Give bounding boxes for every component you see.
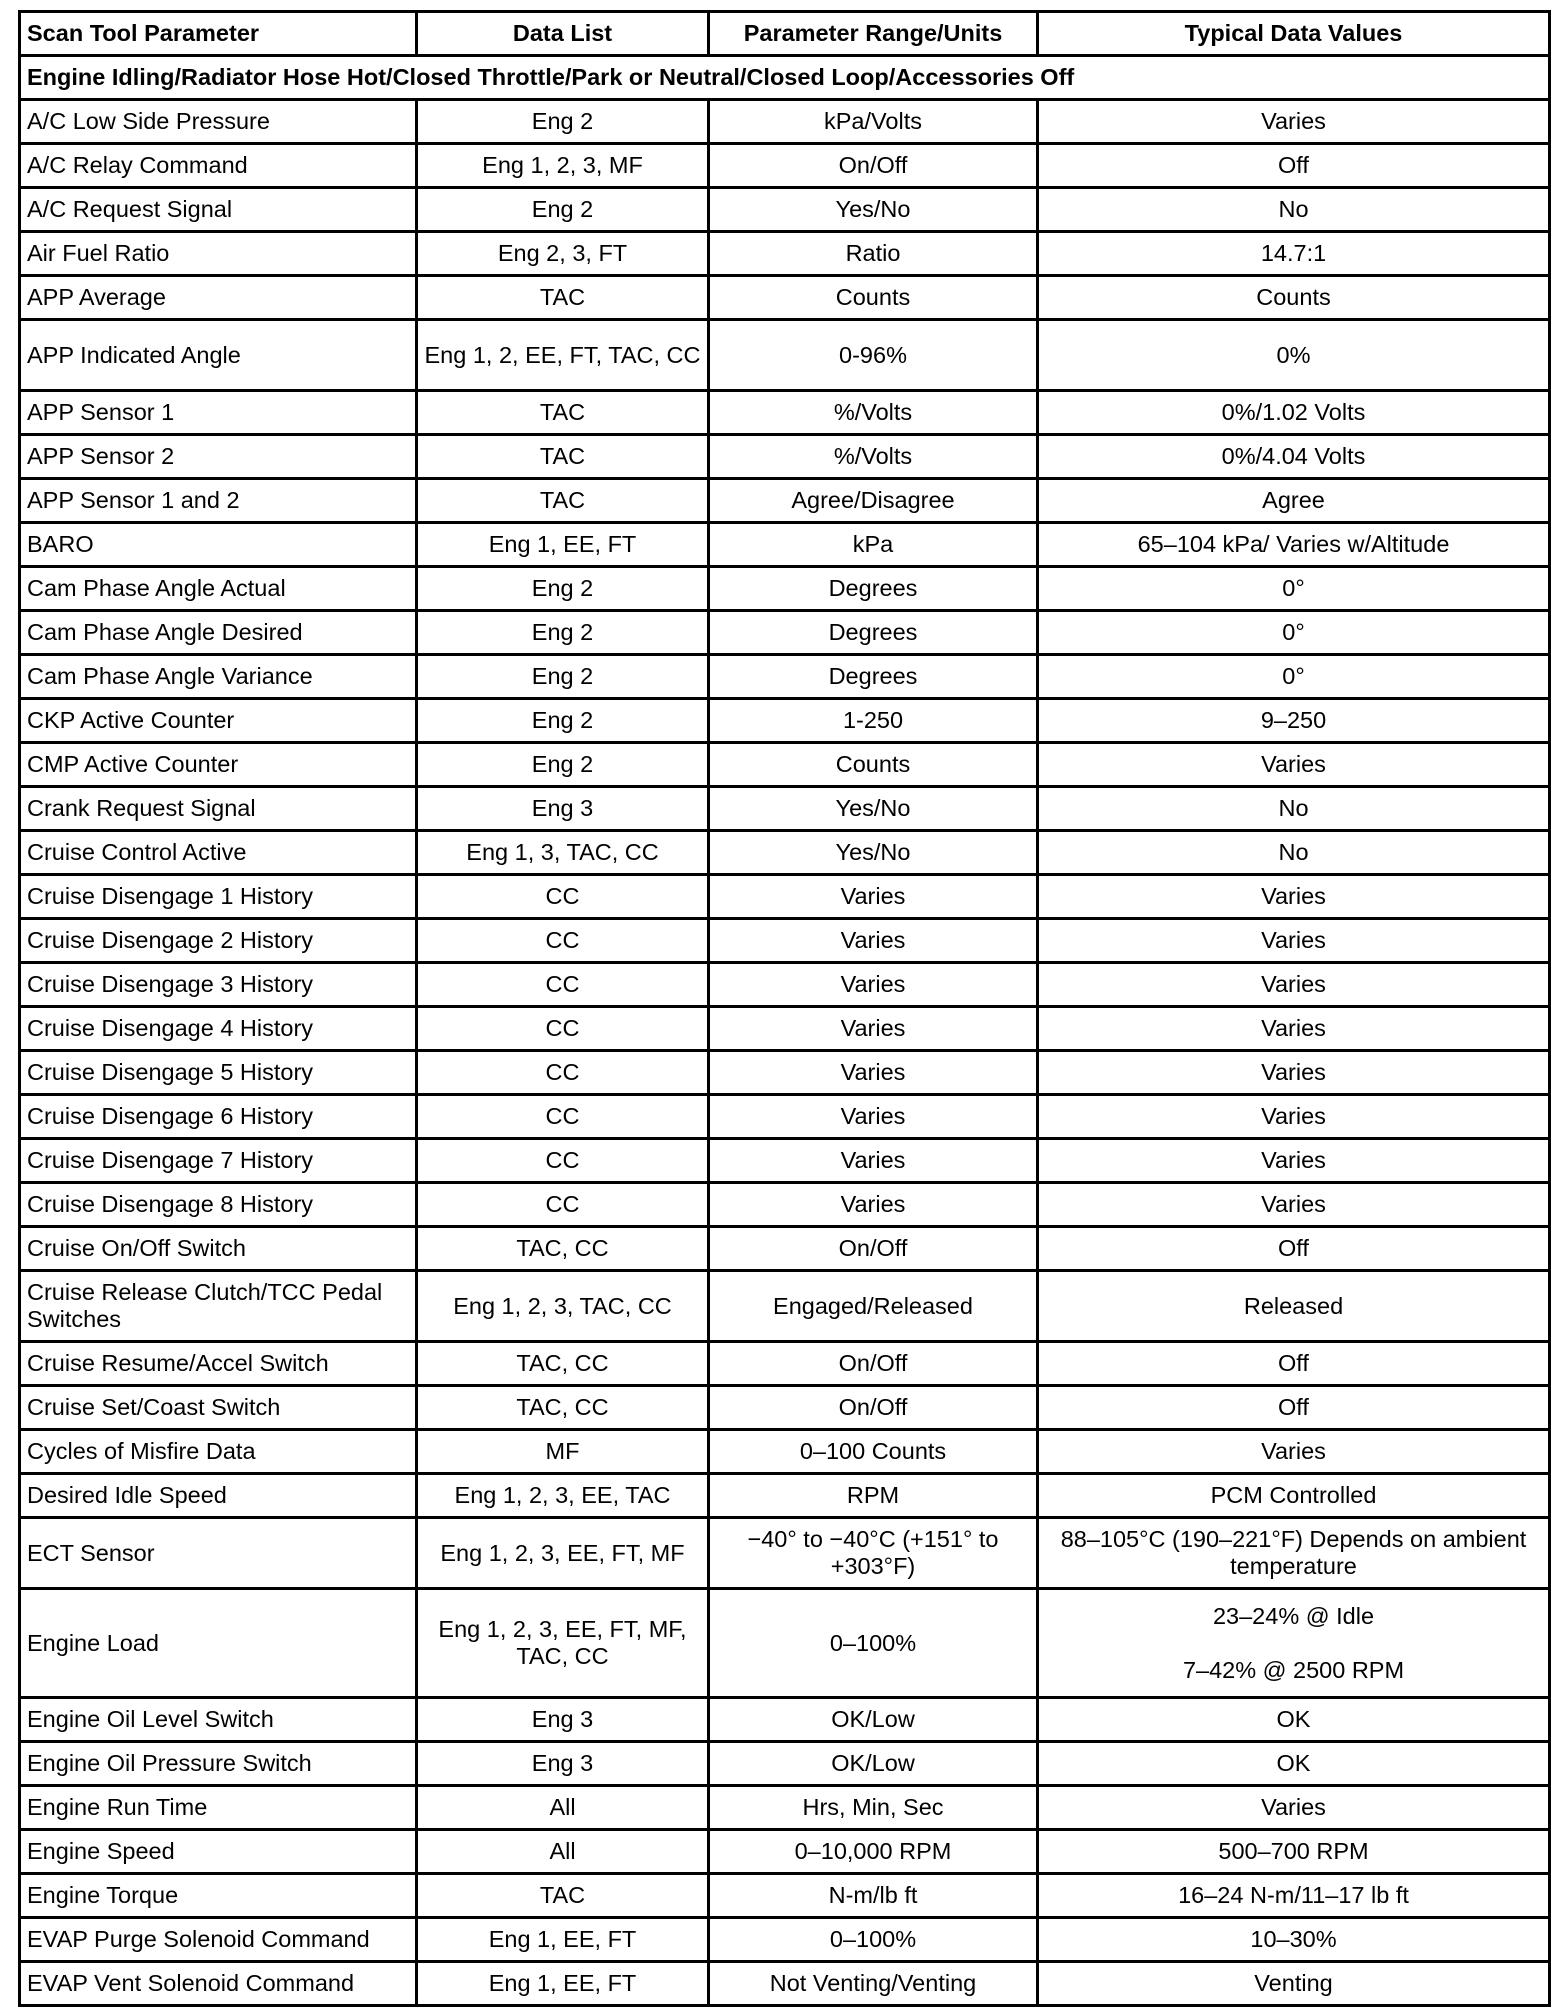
scan-tool-parameter-cell: Cruise Disengage 6 History: [20, 1095, 417, 1139]
table-row: [20, 1051, 1550, 1095]
parameter-range-cell: Varies: [709, 1095, 1038, 1139]
table-body: [20, 56, 1550, 2006]
scan-tool-parameter-cell: Cruise Control Active: [20, 831, 417, 875]
scan-tool-parameter-cell: Engine Speed: [20, 1830, 417, 1874]
parameter-range-cell: Varies: [709, 1007, 1038, 1051]
parameter-range-cell: On/Off: [709, 144, 1038, 188]
parameter-range-cell: Degrees: [709, 655, 1038, 699]
typical-value-cell: 65–104 kPa/ Varies w/Altitude: [1038, 523, 1550, 567]
typical-value-cell: Varies: [1038, 1095, 1550, 1139]
parameter-range-cell: Yes/No: [709, 188, 1038, 232]
typical-value-cell: 0%/1.02 Volts: [1038, 391, 1550, 435]
parameter-range-cell: On/Off: [709, 1386, 1038, 1430]
scan-tool-parameter-cell: Cam Phase Angle Desired: [20, 611, 417, 655]
data-list-cell: MF: [417, 1430, 709, 1474]
typical-value-cell: Counts: [1038, 276, 1550, 320]
parameter-range-cell: Yes/No: [709, 831, 1038, 875]
typical-value-cell: OK: [1038, 1742, 1550, 1786]
typical-value-cell: 9–250: [1038, 699, 1550, 743]
data-list-cell: Eng 1, 2, 3, EE, FT, MF, TAC, CC: [417, 1589, 709, 1698]
scan-tool-parameter-cell: EVAP Vent Solenoid Command: [20, 1962, 417, 2006]
table-row: [20, 1342, 1550, 1386]
data-list-cell: Eng 2: [417, 611, 709, 655]
data-list-cell: All: [417, 1786, 709, 1830]
data-list-cell: TAC, CC: [417, 1342, 709, 1386]
table-row: [20, 232, 1550, 276]
parameter-range-cell: Yes/No: [709, 787, 1038, 831]
scan-tool-parameter-cell: Cruise Disengage 7 History: [20, 1139, 417, 1183]
table-row: [20, 831, 1550, 875]
parameter-range-cell: 0–100%: [709, 1589, 1038, 1698]
parameter-range-cell: Varies: [709, 1183, 1038, 1227]
table-row: [20, 919, 1550, 963]
scan-tool-parameter-cell: APP Sensor 1 and 2: [20, 479, 417, 523]
data-list-cell: Eng 3: [417, 787, 709, 831]
data-list-cell: CC: [417, 875, 709, 919]
parameter-range-cell: 0–10,000 RPM: [709, 1830, 1038, 1874]
table-row: [20, 743, 1550, 787]
parameter-range-cell: N-m/lb ft: [709, 1874, 1038, 1918]
typical-value-cell: Varies: [1038, 1007, 1550, 1051]
scan-tool-parameter-cell: Engine Oil Pressure Switch: [20, 1742, 417, 1786]
data-list-cell: Eng 1, EE, FT: [417, 1918, 709, 1962]
table-row: [20, 655, 1550, 699]
parameter-range-cell: Degrees: [709, 611, 1038, 655]
parameter-range-cell: Agree/Disagree: [709, 479, 1038, 523]
scan-tool-data-table: [18, 10, 1551, 2007]
data-list-cell: CC: [417, 963, 709, 1007]
scan-tool-parameter-cell: Cruise On/Off Switch: [20, 1227, 417, 1271]
scan-tool-parameter-cell: Cycles of Misfire Data: [20, 1430, 417, 1474]
typical-value-cell: Varies: [1038, 100, 1550, 144]
data-list-cell: CC: [417, 1007, 709, 1051]
table-row: [20, 1698, 1550, 1742]
data-list-cell: Eng 1, EE, FT: [417, 523, 709, 567]
typical-value-cell: Agree: [1038, 479, 1550, 523]
typical-value-cell: 88–105°C (190–221°F) Depends on ambient temperature: [1038, 1518, 1550, 1589]
parameter-range-cell: Counts: [709, 276, 1038, 320]
table-row: [20, 1007, 1550, 1051]
table-row: [20, 611, 1550, 655]
scan-tool-parameter-cell: APP Sensor 1: [20, 391, 417, 435]
scan-tool-parameter-cell: BARO: [20, 523, 417, 567]
table-row: [20, 567, 1550, 611]
typical-value-cell: Released: [1038, 1271, 1550, 1342]
table-row: [20, 1589, 1550, 1698]
parameter-range-cell: 0–100 Counts: [709, 1430, 1038, 1474]
table-row: [20, 1474, 1550, 1518]
scan-tool-parameter-cell: CMP Active Counter: [20, 743, 417, 787]
data-list-cell: Eng 1, 2, 3, MF: [417, 144, 709, 188]
typical-value-cell: 0°: [1038, 611, 1550, 655]
scan-tool-parameter-cell: Cruise Disengage 8 History: [20, 1183, 417, 1227]
table-row: [20, 1386, 1550, 1430]
table-row: [20, 963, 1550, 1007]
parameter-range-cell: Engaged/Released: [709, 1271, 1038, 1342]
parameter-range-cell: OK/Low: [709, 1698, 1038, 1742]
table-row: [20, 435, 1550, 479]
parameter-range-cell: Varies: [709, 919, 1038, 963]
parameter-range-cell: kPa/Volts: [709, 100, 1038, 144]
parameter-range-cell: %/Volts: [709, 391, 1038, 435]
table-row: [20, 1139, 1550, 1183]
scan-tool-parameter-cell: Cruise Disengage 4 History: [20, 1007, 417, 1051]
typical-value-cell: No: [1038, 188, 1550, 232]
scan-tool-parameter-cell: APP Average: [20, 276, 417, 320]
data-list-cell: Eng 1, 2, 3, EE, FT, MF: [417, 1518, 709, 1589]
typical-value-cell: Venting: [1038, 1962, 1550, 2006]
condition-row: [20, 56, 1550, 100]
data-list-cell: TAC: [417, 1874, 709, 1918]
scan-tool-parameter-cell: Engine Load: [20, 1589, 417, 1698]
parameter-range-cell: On/Off: [709, 1227, 1038, 1271]
scan-tool-parameter-cell: Cruise Disengage 1 History: [20, 875, 417, 919]
scan-tool-parameter-cell: Engine Run Time: [20, 1786, 417, 1830]
table-row: [20, 787, 1550, 831]
typical-value-cell: Off: [1038, 1386, 1550, 1430]
data-list-cell: Eng 2, 3, FT: [417, 232, 709, 276]
parameter-range-cell: Degrees: [709, 567, 1038, 611]
parameter-range-cell: −40° to −40°C (+151° to +303°F): [709, 1518, 1038, 1589]
data-list-cell: TAC: [417, 276, 709, 320]
table-row: [20, 479, 1550, 523]
data-list-cell: CC: [417, 1183, 709, 1227]
data-list-cell: TAC: [417, 391, 709, 435]
header-parameter-range-units: Parameter Range/Units: [709, 12, 1038, 56]
table-row: [20, 523, 1550, 567]
scan-tool-parameter-cell: ECT Sensor: [20, 1518, 417, 1589]
typical-value-cell: Varies: [1038, 1139, 1550, 1183]
typical-value-cell: 16–24 N-m/11–17 lb ft: [1038, 1874, 1550, 1918]
table-row: [20, 1742, 1550, 1786]
data-list-cell: Eng 3: [417, 1698, 709, 1742]
scan-tool-parameter-cell: Cruise Set/Coast Switch: [20, 1386, 417, 1430]
typical-value-cell: Varies: [1038, 1786, 1550, 1830]
typical-value-cell: 23–24% @ Idle 7–42% @ 2500 RPM: [1038, 1589, 1550, 1698]
table-row: [20, 1430, 1550, 1474]
scan-tool-parameter-cell: Cam Phase Angle Variance: [20, 655, 417, 699]
parameter-range-cell: kPa: [709, 523, 1038, 567]
scan-tool-parameter-cell: A/C Relay Command: [20, 144, 417, 188]
typical-value-cell: 0%: [1038, 320, 1550, 391]
parameter-range-cell: Varies: [709, 875, 1038, 919]
table-row: [20, 391, 1550, 435]
scan-tool-parameter-cell: EVAP Purge Solenoid Command: [20, 1918, 417, 1962]
data-list-cell: Eng 3: [417, 1742, 709, 1786]
parameter-range-cell: 1-250: [709, 699, 1038, 743]
scan-tool-parameter-cell: Desired Idle Speed: [20, 1474, 417, 1518]
data-list-cell: Eng 1, 3, TAC, CC: [417, 831, 709, 875]
parameter-range-cell: Varies: [709, 963, 1038, 1007]
table-row: [20, 1786, 1550, 1830]
parameter-range-cell: Not Venting/Venting: [709, 1962, 1038, 2006]
scan-tool-parameter-cell: Air Fuel Ratio: [20, 232, 417, 276]
scan-tool-parameter-cell: Engine Torque: [20, 1874, 417, 1918]
parameter-range-cell: Varies: [709, 1051, 1038, 1095]
table-row: [20, 875, 1550, 919]
parameter-range-cell: 0–100%: [709, 1918, 1038, 1962]
data-list-cell: Eng 1, 2, 3, EE, TAC: [417, 1474, 709, 1518]
data-list-cell: All: [417, 1830, 709, 1874]
typical-value-cell: No: [1038, 831, 1550, 875]
table-row: [20, 1518, 1550, 1589]
scan-tool-parameter-cell: CKP Active Counter: [20, 699, 417, 743]
typical-value-cell: 0°: [1038, 567, 1550, 611]
scan-tool-parameter-cell: Cruise Disengage 2 History: [20, 919, 417, 963]
typical-value-cell: OK: [1038, 1698, 1550, 1742]
data-list-cell: Eng 2: [417, 743, 709, 787]
typical-value-cell: Varies: [1038, 875, 1550, 919]
typical-value-cell: 0%/4.04 Volts: [1038, 435, 1550, 479]
data-list-cell: CC: [417, 1051, 709, 1095]
scan-tool-parameter-cell: Cruise Disengage 5 History: [20, 1051, 417, 1095]
data-list-cell: Eng 2: [417, 699, 709, 743]
typical-value-cell: Off: [1038, 144, 1550, 188]
table-row: [20, 1962, 1550, 2006]
data-list-cell: CC: [417, 1095, 709, 1139]
scan-tool-parameter-cell: A/C Low Side Pressure: [20, 100, 417, 144]
scan-tool-data-table-page: [18, 10, 1548, 2007]
table-row: [20, 1271, 1550, 1342]
table-row: [20, 276, 1550, 320]
data-list-cell: Eng 1, 2, EE, FT, TAC, CC: [417, 320, 709, 391]
parameter-range-cell: Varies: [709, 1139, 1038, 1183]
typical-value-cell: 10–30%: [1038, 1918, 1550, 1962]
data-list-cell: TAC, CC: [417, 1227, 709, 1271]
data-list-cell: Eng 2: [417, 655, 709, 699]
data-list-cell: Eng 1, 2, 3, TAC, CC: [417, 1271, 709, 1342]
typical-value-cell: 14.7:1: [1038, 232, 1550, 276]
scan-tool-parameter-cell: Crank Request Signal: [20, 787, 417, 831]
table-row: [20, 1183, 1550, 1227]
typical-value-cell: Off: [1038, 1227, 1550, 1271]
table-row: [20, 1918, 1550, 1962]
typical-value-cell: 500–700 RPM: [1038, 1830, 1550, 1874]
parameter-range-cell: %/Volts: [709, 435, 1038, 479]
table-row: [20, 699, 1550, 743]
data-list-cell: Eng 1, EE, FT: [417, 1962, 709, 2006]
parameter-range-cell: OK/Low: [709, 1742, 1038, 1786]
typical-value-cell: Varies: [1038, 1051, 1550, 1095]
scan-tool-parameter-cell: Cruise Release Clutch/TCC Pedal Switches: [20, 1271, 417, 1342]
typical-value-cell: Varies: [1038, 1183, 1550, 1227]
operating-condition: Engine Idling/Radiator Hose Hot/Closed Throttle/Park or Neutral/Closed Loop/Accessories Off: [20, 56, 1550, 100]
header-typical-data-values: Typical Data Values: [1038, 12, 1550, 56]
header-row: [20, 12, 1550, 56]
parameter-range-cell: Counts: [709, 743, 1038, 787]
scan-tool-parameter-cell: APP Sensor 2: [20, 435, 417, 479]
data-list-cell: Eng 2: [417, 100, 709, 144]
typical-value-cell: 0°: [1038, 655, 1550, 699]
typical-value-cell: No: [1038, 787, 1550, 831]
data-list-cell: Eng 2: [417, 188, 709, 232]
data-list-cell: TAC: [417, 479, 709, 523]
table-row: [20, 1227, 1550, 1271]
scan-tool-parameter-cell: A/C Request Signal: [20, 188, 417, 232]
data-list-cell: CC: [417, 919, 709, 963]
scan-tool-parameter-cell: Cruise Disengage 3 History: [20, 963, 417, 1007]
typical-value-cell: Varies: [1038, 1430, 1550, 1474]
parameter-range-cell: On/Off: [709, 1342, 1038, 1386]
parameter-range-cell: 0-96%: [709, 320, 1038, 391]
table-row: [20, 188, 1550, 232]
table-row: [20, 1874, 1550, 1918]
scan-tool-parameter-cell: APP Indicated Angle: [20, 320, 417, 391]
parameter-range-cell: RPM: [709, 1474, 1038, 1518]
table-row: [20, 1830, 1550, 1874]
typical-value-cell: PCM Controlled: [1038, 1474, 1550, 1518]
typical-value-cell: Varies: [1038, 963, 1550, 1007]
table-row: [20, 144, 1550, 188]
typical-value-cell: Off: [1038, 1342, 1550, 1386]
table-row: [20, 1095, 1550, 1139]
typical-value-cell: Varies: [1038, 743, 1550, 787]
parameter-range-cell: Ratio: [709, 232, 1038, 276]
header-scan-tool-parameter: Scan Tool Parameter: [20, 12, 417, 56]
typical-value-cell: Varies: [1038, 919, 1550, 963]
data-list-cell: CC: [417, 1139, 709, 1183]
scan-tool-parameter-cell: Cam Phase Angle Actual: [20, 567, 417, 611]
table-row: [20, 100, 1550, 144]
header-data-list: Data List: [417, 12, 709, 56]
scan-tool-parameter-cell: Cruise Resume/Accel Switch: [20, 1342, 417, 1386]
data-list-cell: Eng 2: [417, 567, 709, 611]
data-list-cell: TAC, CC: [417, 1386, 709, 1430]
scan-tool-parameter-cell: Engine Oil Level Switch: [20, 1698, 417, 1742]
data-list-cell: TAC: [417, 435, 709, 479]
table-row: [20, 320, 1550, 391]
parameter-range-cell: Hrs, Min, Sec: [709, 1786, 1038, 1830]
